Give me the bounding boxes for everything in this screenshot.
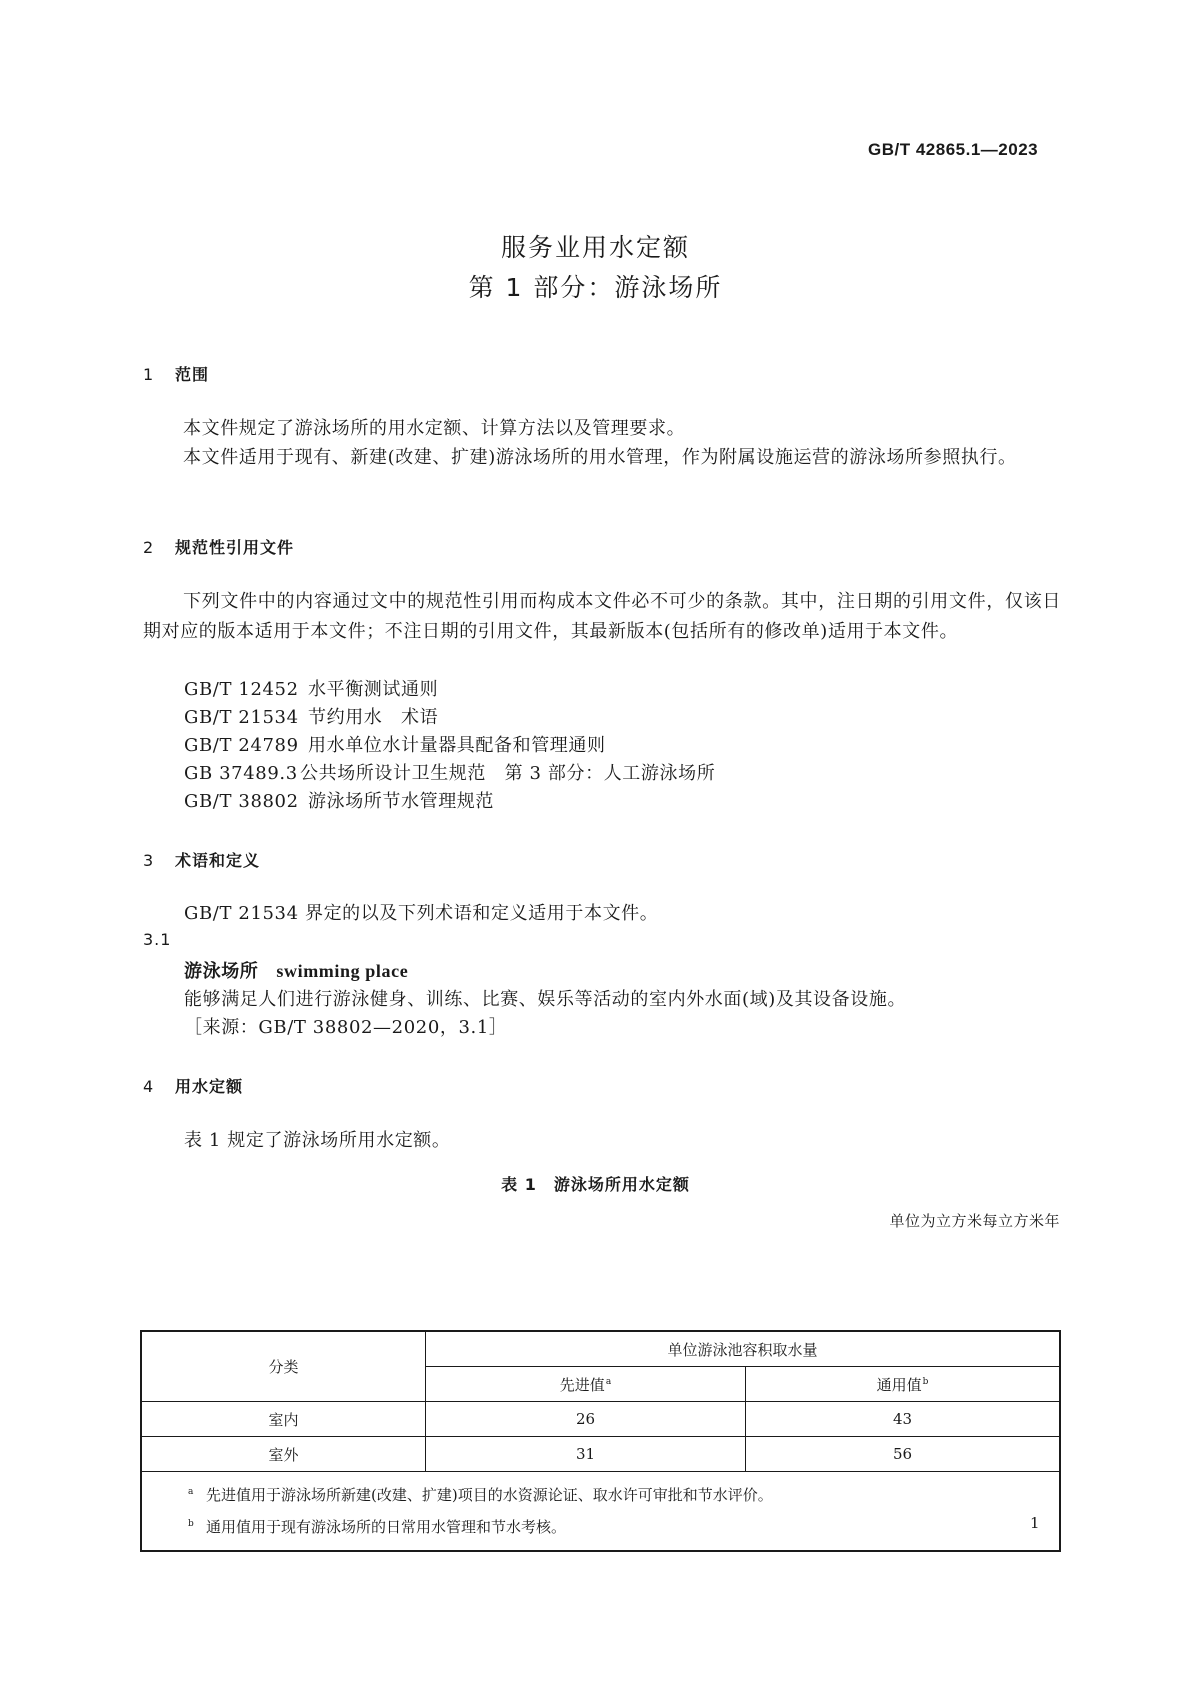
section-title: 范围 bbox=[175, 365, 210, 384]
section-number: 3 bbox=[143, 851, 155, 870]
paragraph: GB/T 21534 界定的以及下列术语和定义适用于本文件。 bbox=[184, 903, 659, 924]
reference-item: GB/T 21534 节约用水 术语 bbox=[184, 707, 439, 728]
table-cell-general: 56 bbox=[746, 1437, 1061, 1472]
reference-item: GB/T 24789 用水单位水计量器具配备和管理通则 bbox=[184, 735, 606, 756]
table-cell-general: 43 bbox=[746, 1402, 1061, 1437]
section-heading-terms bbox=[143, 848, 260, 871]
table-header-group: 单位游泳池容积取水量 bbox=[426, 1331, 1061, 1367]
reference-item: GB/T 38802 游泳场所节水管理规范 bbox=[184, 791, 494, 812]
table-row bbox=[141, 1402, 1060, 1437]
table-note: b 通用值用于现有游泳场所的日常用水管理和节水考核。 bbox=[188, 1518, 567, 1536]
section-title: 规范性引用文件 bbox=[175, 538, 295, 557]
term-en: swimming place bbox=[276, 961, 409, 981]
table-title: 表 1 游泳场所用水定额 bbox=[501, 1175, 690, 1194]
quota-table bbox=[140, 1330, 1061, 1552]
table-notes bbox=[141, 1472, 1060, 1552]
term-number: 3.1 bbox=[143, 930, 172, 949]
table-note: a 先进值用于游泳场所新建(改建、扩建)项目的水资源论证、取水许可审批和节水评价。 bbox=[188, 1486, 773, 1504]
paragraph: 本文件适用于现有、新建(改建、扩建)游泳场所的用水管理，作为附属设施运营的游泳场所参照执行。 bbox=[183, 447, 1017, 468]
section-heading-quota bbox=[143, 1074, 243, 1097]
paragraph: 本文件规定了游泳场所的用水定额、计算方法以及管理要求。 bbox=[183, 418, 686, 439]
section-heading-normative bbox=[143, 535, 294, 558]
section-title: 术语和定义 bbox=[175, 851, 261, 870]
document-title: 服务业用水定额 bbox=[500, 233, 690, 262]
section-number: 2 bbox=[143, 538, 155, 557]
page-number: 1 bbox=[1030, 1514, 1040, 1532]
section-title: 用水定额 bbox=[175, 1077, 244, 1096]
document-subtitle: 第 1 部分：游泳场所 bbox=[468, 273, 723, 302]
reference-item: GB 37489.3 公共场所设计卫生规范 第 3 部分：人工游泳场所 bbox=[184, 763, 716, 784]
table-header-category: 分类 bbox=[141, 1331, 426, 1402]
term-entry bbox=[184, 957, 408, 983]
reference-item: GB/T 12452 水平衡测试通则 bbox=[184, 679, 439, 700]
table-header-advanced: 先进值$^a$ bbox=[426, 1367, 746, 1402]
section-number: 4 bbox=[143, 1077, 155, 1096]
table-cell-category: 室外 bbox=[141, 1437, 426, 1472]
term-definition: 能够满足人们进行游泳健身、训练、比赛、娱乐等活动的室内外水面(域)及其设备设施。 bbox=[184, 989, 907, 1010]
section-number: 1 bbox=[143, 365, 155, 384]
paragraph: 下列文件中的内容通过文中的规范性引用而构成本文件必不可少的条款。其中，注日期的引用文件，仅该日期对应的版本适用于本文件；不注日期的引用文件，其最新版本(包括所有的修改单)适用于本文件。 bbox=[143, 591, 1061, 642]
standard-number: GB/T 42865.1—2023 bbox=[868, 140, 1039, 159]
table-cell-advanced: 26 bbox=[426, 1402, 746, 1437]
table-row bbox=[141, 1437, 1060, 1472]
table-unit: 单位为立方米每立方米年 bbox=[889, 1212, 1060, 1230]
term-source: ［来源：GB/T 38802—2020，3.1］ bbox=[184, 1017, 508, 1038]
term-zh: 游泳场所 bbox=[184, 961, 259, 982]
table-cell-advanced: 31 bbox=[426, 1437, 746, 1472]
section-heading-scope bbox=[143, 362, 209, 385]
table-header-general: 通用值$^b$ bbox=[746, 1367, 1061, 1402]
table-cell-category: 室内 bbox=[141, 1402, 426, 1437]
paragraph: 表 1 规定了游泳场所用水定额。 bbox=[184, 1130, 451, 1151]
